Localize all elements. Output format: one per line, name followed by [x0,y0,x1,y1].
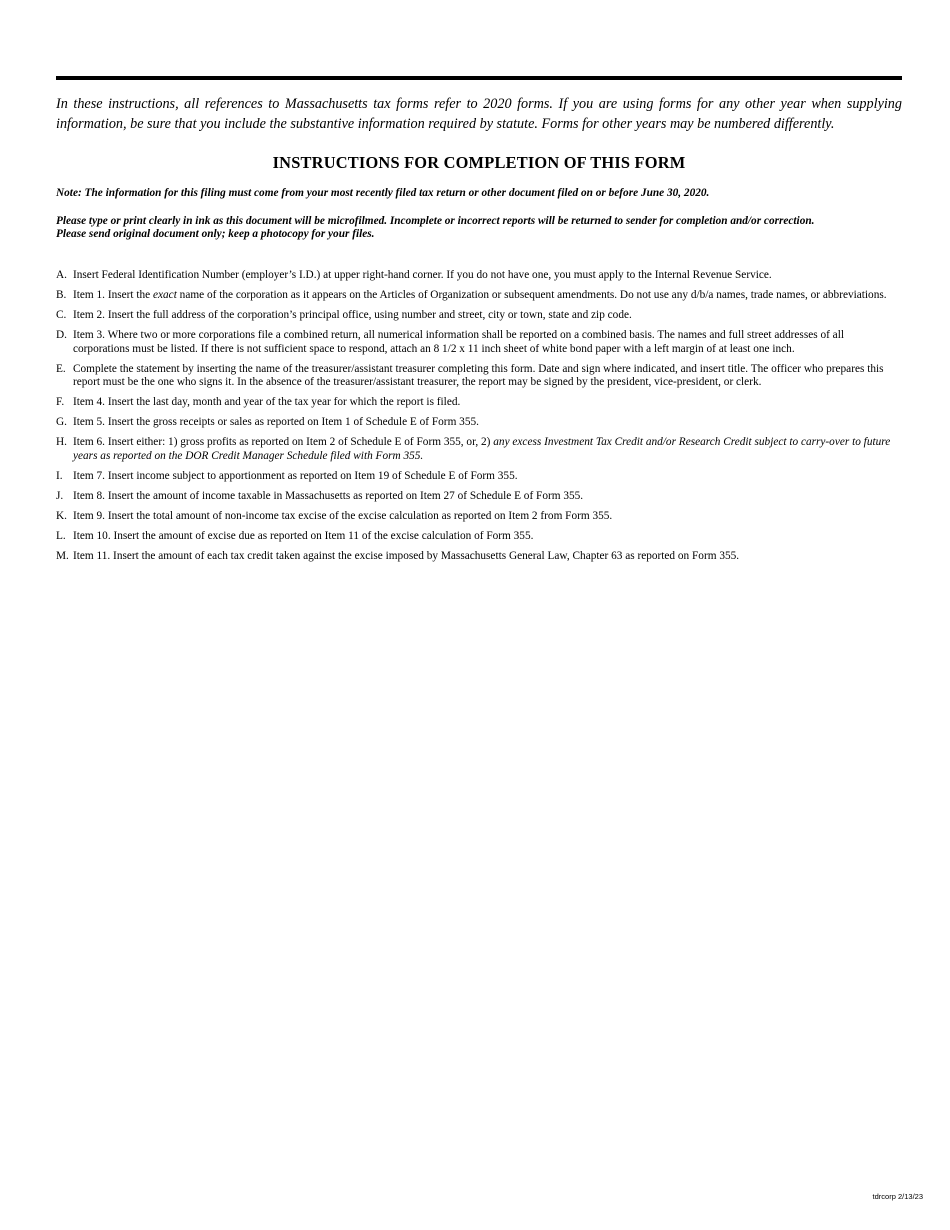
item-text-emphasis: exact [153,289,177,301]
item-text-part: Item 1. Insert the [73,289,153,301]
item-letter: J. [56,489,64,502]
item-text: Item 10. Insert the amount of excise due as reported on Item 11 of the excise calculation of Form 355. [73,529,534,542]
item-text-part: Item 6. Insert either: 1) gross profits as reported on Item 2 of Schedule E of Form 355, or, 2) [73,436,494,448]
list-item [56,309,902,323]
item-letter: I. [56,469,63,482]
item-letter: H. [56,436,67,448]
item-text: Item 11. Insert the amount of each tax credit taken against the excise imposed by Massachusetts General Law, Chapter 63 as reported on Form 355. [73,549,740,562]
form-revision-code: tdrcorp 2/13/23 [872,1192,923,1201]
item-letter: B. [56,289,67,301]
item-letter: M. [56,549,69,562]
list-item [56,269,902,283]
list-item [56,396,902,410]
intro-paragraph: In these instructions, all references to Massachusetts tax forms refer to 2020 forms. If you are using forms for any other year when supplying information, be sure that you include the substantive information required by statute. Forms for other years may be numbered differently. [56,96,902,132]
item-letter: G. [56,416,67,428]
print-note-line-2: Please send original document only; keep a photocopy for your files. [56,228,375,240]
top-rule [56,76,902,80]
item-text: Item 3. Where two or more corporations file a combined return, all numerical information shall be reported on a combined basis. The names and full street addresses of all corporations must be listed. If there is not sufficient space to respond, attach an 8 1/2 x 11 inch sheet of white bond paper with a left margin of at least one inch. [73,329,844,355]
item-text: Item 8. Insert the amount of income taxable in Massachusetts as reported on Item 27 of Schedule E of Form 355. [73,489,584,502]
list-item [56,550,902,564]
item-text [73,436,890,462]
list-item [56,289,902,303]
item-letter: E. [56,362,66,375]
item-text: Item 5. Insert the gross receipts or sales as reported on Item 1 of Schedule E of Form 355. [73,416,479,428]
list-item [56,416,902,430]
item-letter: L. [56,529,66,542]
item-letter: A. [56,269,67,281]
item-text: Item 9. Insert the total amount of non-income tax excise of the excise calculation as reported on Item 2 from Form 355. [73,509,613,522]
list-item [56,329,902,356]
item-text-emphasis: any excess Investment Tax Credit and/or Research Credit subject to carry-over to future years as reported on the DOR Credit Manager Schedule filed with Form 355. [73,436,891,462]
item-letter: D. [56,329,67,341]
list-item [56,530,902,544]
item-text [73,289,887,301]
item-text: Item 4. Insert the last day, month and year of the tax year for which the report is filed. [73,396,461,408]
instructions-page [56,76,902,570]
print-note-line-1: Please type or print clearly in ink as this document will be microfilmed. Incomplete or incorrect reports will be returned to sender for completion and/or correction. [56,215,815,227]
print-note [56,215,902,241]
item-text: Item 7. Insert income subject to apportionment as reported on Item 19 of Schedule E of Form 355. [73,469,518,482]
list-item [56,490,902,504]
list-item [56,470,902,484]
list-item [56,510,902,524]
item-text: Insert Federal Identification Number (employer’s I.D.) at upper right-hand corner. If you do not have one, you must apply to the Internal Revenue Service. [73,269,772,281]
item-text-part: name of the corporation as it appears on the Articles of Organization or subsequent amendments. Do not use any d/b/a names, trade names, or abbreviations. [176,289,887,301]
item-text: Complete the statement by inserting the name of the treasurer/assistant treasurer completing this form. Date and sign where indicated, and insert title. The officer who prepares this report must be the one who signs it. In the absence of the treasurer/assistant treasurer, the report may be signed by the president, vice-president, or clerk. [73,362,884,388]
item-letter: C. [56,309,67,321]
item-letter: F. [56,396,65,408]
instruction-list [56,269,902,563]
item-letter: K. [56,509,67,522]
list-item [56,363,902,390]
item-text: Item 2. Insert the full address of the corporation’s principal office, using number and street, city or town, state and zip code. [73,309,632,321]
filing-note: Note: The information for this filing must come from your most recently filed tax return or other document filed on or before June 30, 2020. [56,187,710,199]
page-title: INSTRUCTIONS FOR COMPLETION OF THIS FORM [272,153,686,172]
list-item [56,436,902,463]
